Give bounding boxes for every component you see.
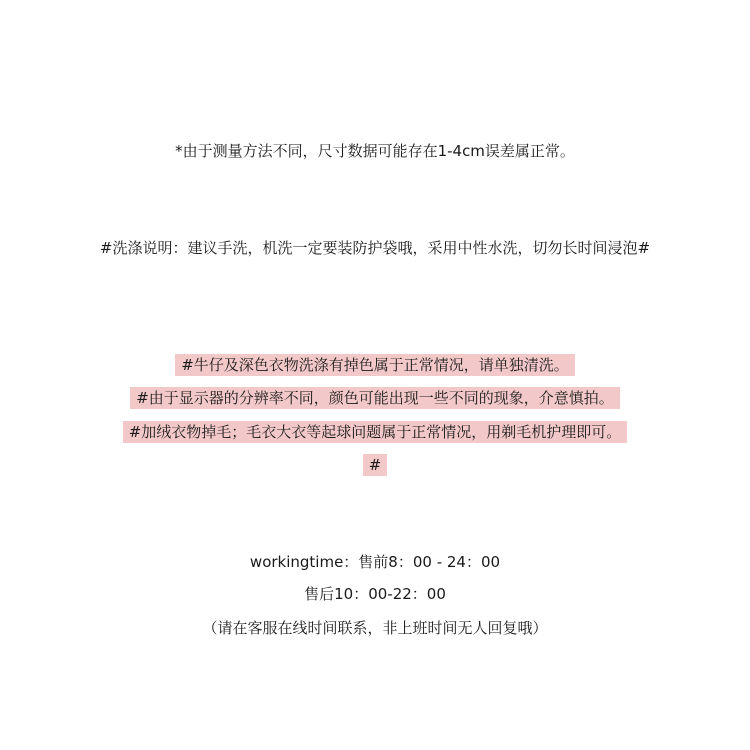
highlight-note-denim-text: #牛仔及深色衣物洗涤有掉色属于正常情况，请单独清洗。	[175, 354, 575, 376]
highlight-note-pilling	[0, 421, 750, 443]
measurement-note	[0, 140, 750, 162]
aftersale-hours	[0, 583, 750, 605]
highlight-note-end-text: #	[363, 454, 388, 476]
washing-instructions-text: #洗涤说明：建议手洗，机洗一定要装防护袋哦，采用中性水洗，切勿长时间浸泡#	[99, 239, 651, 257]
aftersale-hours-text: 售后10：00-22：00	[304, 585, 446, 603]
presale-hours-text: workingtime：售前8：00 - 24：00	[249, 553, 501, 571]
contact-note	[0, 617, 750, 639]
highlight-note-denim	[0, 354, 750, 376]
highlight-note-pilling-text: #加绒衣物掉毛；毛衣大衣等起球问题属于正常情况，用剃毛机护理即可。	[123, 421, 628, 443]
highlight-note-end	[0, 454, 750, 476]
presale-hours	[0, 551, 750, 573]
measurement-note-text: *由于测量方法不同，尺寸数据可能存在1-4cm误差属正常。	[175, 142, 575, 160]
contact-note-text: （请在客服在线时间联系，非上班时间无人回复哦）	[202, 619, 548, 637]
highlight-note-display	[0, 387, 750, 409]
washing-instructions	[0, 237, 750, 259]
highlight-note-display-text: #由于显示器的分辨率不同，颜色可能出现一些不同的现象，介意慎拍。	[130, 387, 620, 409]
